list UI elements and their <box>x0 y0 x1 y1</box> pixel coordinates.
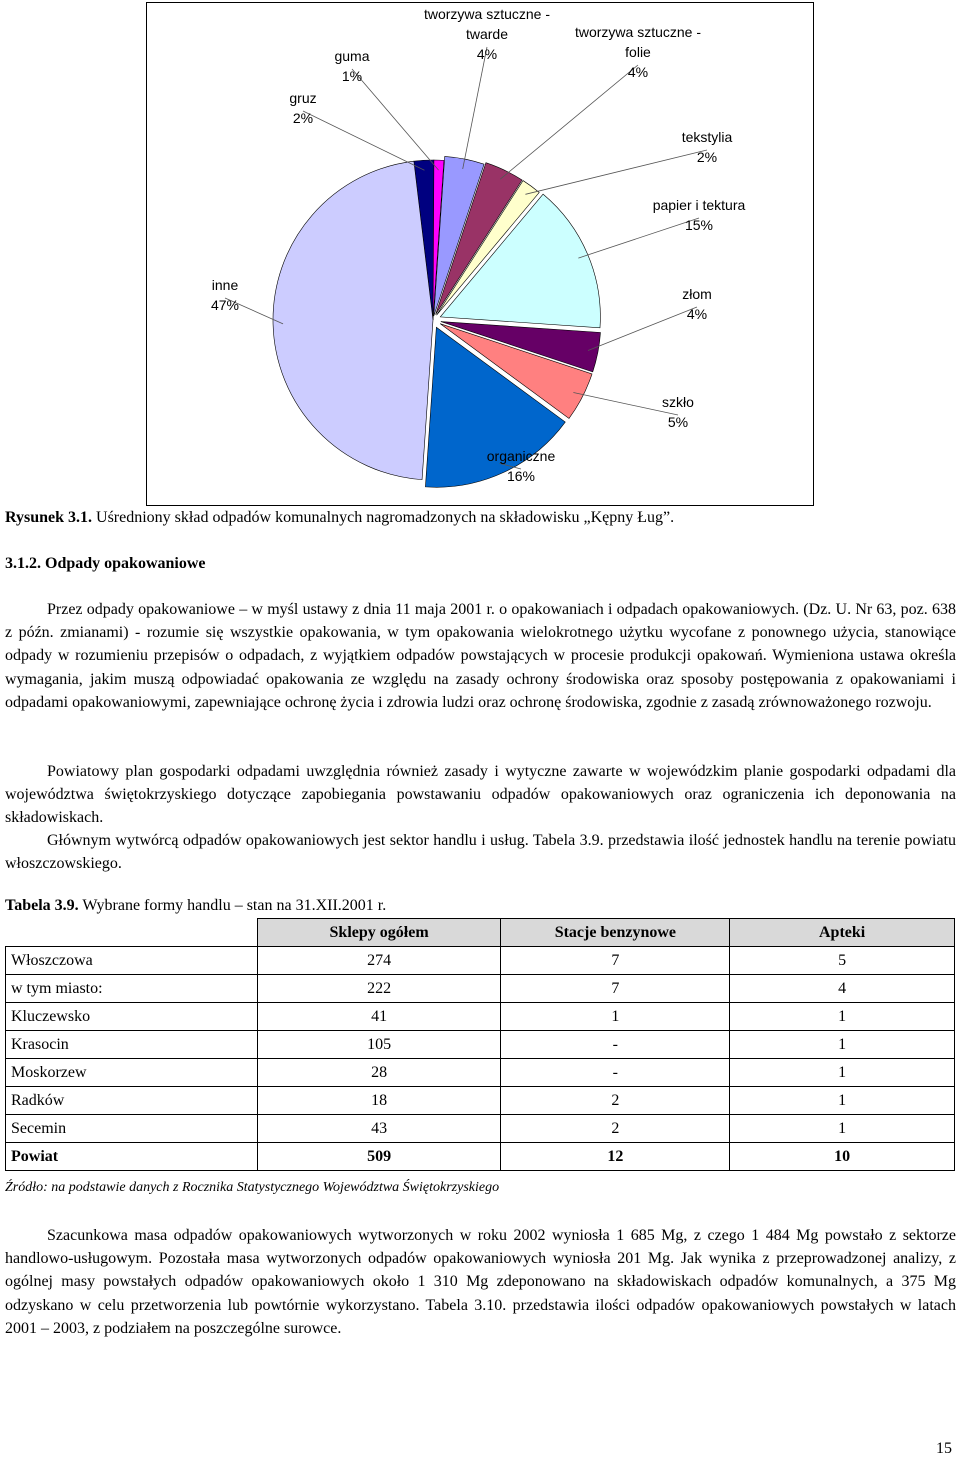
trade-forms-table <box>5 918 955 1171</box>
pie-label-tworzywa-sztuczne---twarde: tworzywa sztuczne -twarde 4% <box>423 6 551 62</box>
table-header-row <box>6 919 955 947</box>
table-cell: 41 <box>257 1003 501 1031</box>
table-cell: 2 <box>501 1087 730 1115</box>
paragraph-packaging-mass: Szacunkowa masa odpadów opakowaniowych wytworzonych w roku 2002 wyniosła 1 685 Mg, z czego 1 484 Mg powstało z sektorze handlowo-usługowym. Pozostała masa wytworzonych odpadów opakowaniowych wyniosła 201 Mg. Jak wynika z przeprowadzonej analizy, z ogólnej masy powstałych odpadów opakowaniowych około 1 310 Mg zdeponowano na składowiskach odpadów komunalnych, a 375 Mg odzyskano w celu przetworzenia lub powtórnie wykorzystano. Tabela 3.10. przedstawia ilości odpadów opakowaniowych powstałych w latach 2001 – 2003, z podziałem na poszczególne surowce. <box>5 1227 956 1337</box>
table-header-cell: Stacje benzynowe <box>501 919 730 947</box>
table-row-label: Moskorzew <box>6 1059 258 1087</box>
table-cell: 10 <box>730 1143 955 1171</box>
table-row-label: Krasocin <box>6 1031 258 1059</box>
table-cell: 222 <box>257 975 501 1003</box>
figure-caption-text: Uśredniony skład odpadów komunalnych nagromadzonych na składowisku „Kępny Ług”. <box>92 509 675 526</box>
table-cell: 18 <box>257 1087 501 1115</box>
table-caption-label: Tabela 3.9. <box>5 897 79 914</box>
paragraph-county-plan: Powiatowy plan gospodarki odpadami uwzględnia również zasady i wytyczne zawarte w wojewódzkim planie gospodarki odpadami dla województwa świętokrzyskiego dotyczące zapobiegania powstawaniu odpadów opakowaniowych oraz ograniczenia ich deponowania na składowiskach. <box>5 763 956 827</box>
table-header-blank <box>6 919 258 947</box>
table-cell: 2 <box>501 1115 730 1143</box>
table-cell: 43 <box>257 1115 501 1143</box>
pie-label-tworzywa-sztuczne---folie: tworzywa sztuczne -folie 4% <box>574 24 702 80</box>
table-row-label: w tym miasto: <box>6 975 258 1003</box>
table-cell: 274 <box>257 947 501 975</box>
table-cell: - <box>501 1031 730 1059</box>
table-cell: 5 <box>730 947 955 975</box>
table-header-cell: Sklepy ogółem <box>257 919 501 947</box>
page-number: 15 <box>936 1440 952 1457</box>
pie-label-gruz: gruz 2% <box>289 90 317 126</box>
table-cell: 1 <box>730 1115 955 1143</box>
table-total-row <box>6 1143 955 1171</box>
pie-label-szkło: szkło 5% <box>662 394 694 430</box>
table-row-label: Powiat <box>6 1143 258 1171</box>
table-row-label: Secemin <box>6 1115 258 1143</box>
table-cell: 1 <box>730 1059 955 1087</box>
section-heading: 3.1.2. Odpady opakowaniowe <box>5 555 206 572</box>
table-caption <box>5 897 386 915</box>
table-row <box>6 1115 955 1143</box>
figure-caption-label: Rysunek 3.1. <box>5 509 93 526</box>
table-caption-text: Wybrane formy handlu – stan na 31.XII.2001 r. <box>78 897 387 914</box>
table-cell: 4 <box>730 975 955 1003</box>
pie-label-organiczne: organiczne 16% <box>486 448 556 484</box>
table-row <box>6 1059 955 1087</box>
paragraph-packaging-definition: Przez odpady opakowaniowe – w myśl ustawy z dnia 11 maja 2001 r. o opakowaniach i odpadach opakowaniowych. (Dz. U. Nr 63, poz. 638 z późn. zmianami) - rozumie się wszystkie opakowania, w tym opakowania wielokrotnego użytku wycofane z ponownego użycia, stanowiące odpady w rozumieniu przepisów o odpadach, z wyjątkiem odpadów powstających w procesie produkcji opakowań. Wymieniona ustawa określa wymagania, jakim muszą odpowiadać opakowania ze względu na zasady ochrony środowiska oraz sposoby postępowania z opakowaniami i odpadami opakowaniowymi, zapewniające ochronę życia i zdrowia ludzi oraz ochronę środowiska, zgodnie z zasadą zrównoważonego rozwoju. <box>5 601 956 711</box>
pie-leader-line <box>588 307 697 350</box>
pie-leader-line <box>463 47 487 169</box>
table-cell: 7 <box>501 947 730 975</box>
table-row <box>6 975 955 1003</box>
table-cell: 12 <box>501 1143 730 1171</box>
pie-chart <box>147 3 813 505</box>
table-row <box>6 1031 955 1059</box>
pie-slice-inne <box>273 161 433 479</box>
table-cell: 105 <box>257 1031 501 1059</box>
table-cell: 7 <box>501 975 730 1003</box>
pie-label-inne: inne 47% <box>210 277 240 313</box>
table-row <box>6 947 955 975</box>
table-cell: 1 <box>730 1003 955 1031</box>
pie-chart-frame <box>146 2 814 506</box>
pie-label-guma: guma 1% <box>334 48 370 84</box>
table-row <box>6 1087 955 1115</box>
pie-leader-line <box>352 69 439 170</box>
table-cell: 509 <box>257 1143 501 1171</box>
pie-leader-line <box>525 150 707 194</box>
table-cell: - <box>501 1059 730 1087</box>
pie-leader-line <box>578 218 699 258</box>
table-header-cell: Apteki <box>730 919 955 947</box>
table-cell: 1 <box>730 1031 955 1059</box>
table-row-label: Kluczewsko <box>6 1003 258 1031</box>
table-row-label: Włoszczowa <box>6 947 258 975</box>
pie-label-tekstylia: tekstylia 2% <box>681 129 733 165</box>
table-cell: 1 <box>730 1087 955 1115</box>
table-source-note: Źródło: na podstawie danych z Rocznika Statystycznego Województwa Świętokrzyskiego <box>5 1180 500 1195</box>
table-row-label: Radków <box>6 1087 258 1115</box>
table-cell: 28 <box>257 1059 501 1087</box>
pie-label-złom: złom 4% <box>682 286 712 322</box>
pie-leader-line <box>303 111 424 170</box>
table-cell: 1 <box>501 1003 730 1031</box>
figure-caption <box>5 509 674 527</box>
paragraph-main-producer: Głównym wytwórcą odpadów opakowaniowych jest sektor handlu i usług. Tabela 3.9. przedstawia ilość jednostek handlu na terenie powiatu włoszczowskiego. <box>5 832 956 873</box>
pie-label-papier-i-tektura: papier i tektura 15% <box>652 197 746 233</box>
table-row <box>6 1003 955 1031</box>
pie-leader-line <box>500 65 638 179</box>
